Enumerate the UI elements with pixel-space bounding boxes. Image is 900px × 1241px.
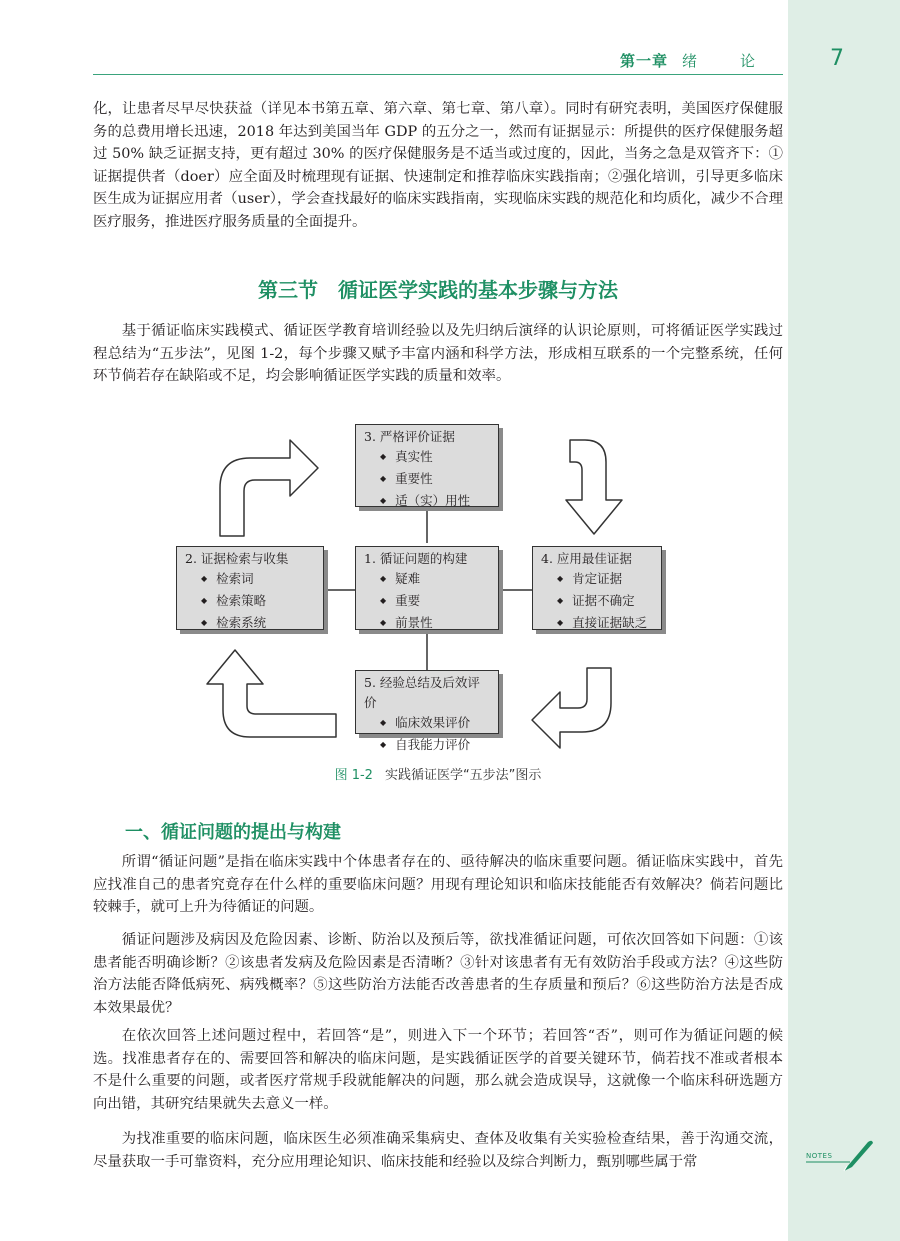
chapter-number: 第一章 [619, 52, 668, 70]
text-line: 解决？倘若问题比较棘手，就可上升为待循证的问题。 [93, 876, 783, 916]
text-line: 基于循证临床实践模式、循证医学教育培训经验以及先归纳后演绎的认识论原则，可将循证医学 [121, 323, 740, 339]
step1-box [355, 546, 499, 630]
intro-paragraph [93, 98, 783, 234]
text-line: 化，让患者尽早尽快获益（详见本书第五章、第六章、第七章、第八章）。同时有研究表明，美国医疗保 [93, 101, 755, 117]
page-header [93, 48, 783, 75]
text-line: 中，首先应找准自己的患者究竟存在什么样的重要临床问题？用现有理论知识和临床技能能否有效 [93, 854, 783, 893]
figure-number: 图 1-2 [334, 768, 373, 783]
figure-caption-text: 实践循证医学“五步法”图示 [384, 768, 542, 783]
figure-caption [93, 764, 783, 783]
step3-item: ◆ 重要性 [364, 469, 490, 491]
body-paragraph-2 [93, 929, 783, 1019]
arrow-bottom-left [207, 650, 336, 737]
step2-box [176, 546, 324, 630]
text-line: 为找准重要的临床问题，临床医生必须准确采集病史、查体及收集有关实验检查结果，善于沟通 [121, 1131, 740, 1147]
text-line: 培训，引导更多临床医生成为证据应用者（user），学会查找最好的临床实践指南，实现临床实践的规 [93, 168, 783, 208]
text-line: 循证问题涉及病因及危险因素、诊断、防治以及预后等，欲找准循证问题，可依次回答如下问题： [121, 932, 754, 948]
text-line: 健服务的总费用增长迅速，2018 年达到美国当年 GDP 的五分之一，然而有证据显示：所提供的医疗保 [93, 101, 783, 140]
text-line: 准或者根本不是什么重要的问题，或者医疗常规手段就能解决的问题，那么就会造成误导，这就像一 [93, 1050, 783, 1090]
arrow-bottom-right [532, 668, 611, 748]
text-line: ①该患者能否明确诊断？②该患者发病及危险因素是否清晰？③针对该患者有无有效防治手段或方 [93, 932, 783, 971]
step4-item: ◆ 直接证据缺乏 [541, 613, 653, 635]
pen-icon [806, 1138, 876, 1172]
body-paragraph-4 [93, 1128, 783, 1173]
step1-item: ◆ 重要 [364, 591, 490, 613]
text-line: ⑥这些防治方法是否成本效果最优？ [93, 977, 783, 1016]
step4-item: ◆ 证据不确定 [541, 591, 653, 613]
step5-title: 5. 经验总结及后效评价 [364, 675, 480, 710]
text-line: 整系统，任何环节倘若存在缺陷或不足，均会影响循证医学实践的质量和效率。 [93, 345, 783, 385]
step3-box [355, 424, 499, 507]
margin-strip [788, 0, 900, 1241]
chapter-title: 绪 论 [681, 52, 769, 70]
step2-title: 2. 证据检索与收集 [185, 551, 289, 566]
section-intro-paragraph [93, 320, 783, 388]
step3-title: 3. 严格评价证据 [364, 429, 455, 444]
text-line: 是双管齐下：①证据提供者（doer）应全面及时梳理现有证据、快速制定和推荐临床实践指南；②强化 [93, 146, 783, 185]
text-line: 所谓“循证问题”是指在临床实践中个体患者存在的、亟待解决的临床重要问题。循证临床实践 [121, 854, 725, 870]
body-paragraph-1 [93, 851, 783, 919]
text-line: 范化和均质化，减少不合理医疗服务，推进医疗服务质量的全面提升。 [93, 191, 783, 230]
step2-item: ◆ 检索词 [185, 569, 315, 591]
page-number: 7 [830, 46, 844, 71]
step5-item: ◆ 临床效果评价 [364, 713, 490, 735]
step3-item: ◆ 适（实）用性 [364, 491, 490, 513]
step5-item: ◆ 自我能力评价 [364, 735, 490, 757]
chapter-heading [620, 50, 769, 71]
step4-box [532, 546, 662, 630]
notes-label: NOTES [806, 1152, 833, 1160]
text-line: 法？④这些防治方法能否降低病死、病残概率？⑤这些防治方法能否改善患者的生存质量和预后？ [93, 954, 783, 994]
step1-item: ◆ 前景性 [364, 613, 490, 635]
text-line: 的候选。找准患者存在的、需要回答和解决的临床问题，是实践循证医学的首要关键环节，倘若找不 [93, 1028, 783, 1067]
arrow-top-right [566, 440, 622, 534]
step1-item: ◆ 疑难 [364, 569, 490, 591]
subheading: 一、循证问题的提出与构建 [125, 822, 341, 843]
step4-title: 4. 应用最佳证据 [541, 551, 632, 566]
notes-marker [806, 1138, 876, 1172]
text-line: 在依次回答上述问题过程中，若回答“是”，则进入下一个环节；若回答“否”，则可作为循证问题 [121, 1028, 754, 1044]
step3-item: ◆ 真实性 [364, 447, 490, 469]
step2-item: ◆ 检索策略 [185, 591, 315, 613]
text-line: 个临床科研选题方向出错，其研究结果就失去意义一样。 [93, 1073, 783, 1112]
step2-item: ◆ 检索系统 [185, 613, 315, 635]
section-title: 第三节 循证医学实践的基本步骤与方法 [258, 278, 618, 302]
text-line: 实践过程总结为“五步法”，见图 1-2，每个步骤又赋予丰富内涵和科学方法，形成相互联系的一个完 [93, 323, 783, 362]
step4-item: ◆ 肯定证据 [541, 569, 653, 591]
text-line: 健服务超过 50% 缺乏证据支持，更有超过 30% 的医疗保健服务是不适当或过度的，因此，当务之急 [93, 123, 783, 163]
step5-box [355, 670, 499, 752]
text-line: 交流，尽量获取一手可靠资料，充分应用理论知识、临床技能和经验以及综合判断力，甄别哪些属于常 [93, 1131, 783, 1170]
step1-title: 1. 循证问题的构建 [364, 551, 468, 566]
body-paragraph-3 [93, 1025, 783, 1115]
arrow-top-left [220, 440, 318, 536]
